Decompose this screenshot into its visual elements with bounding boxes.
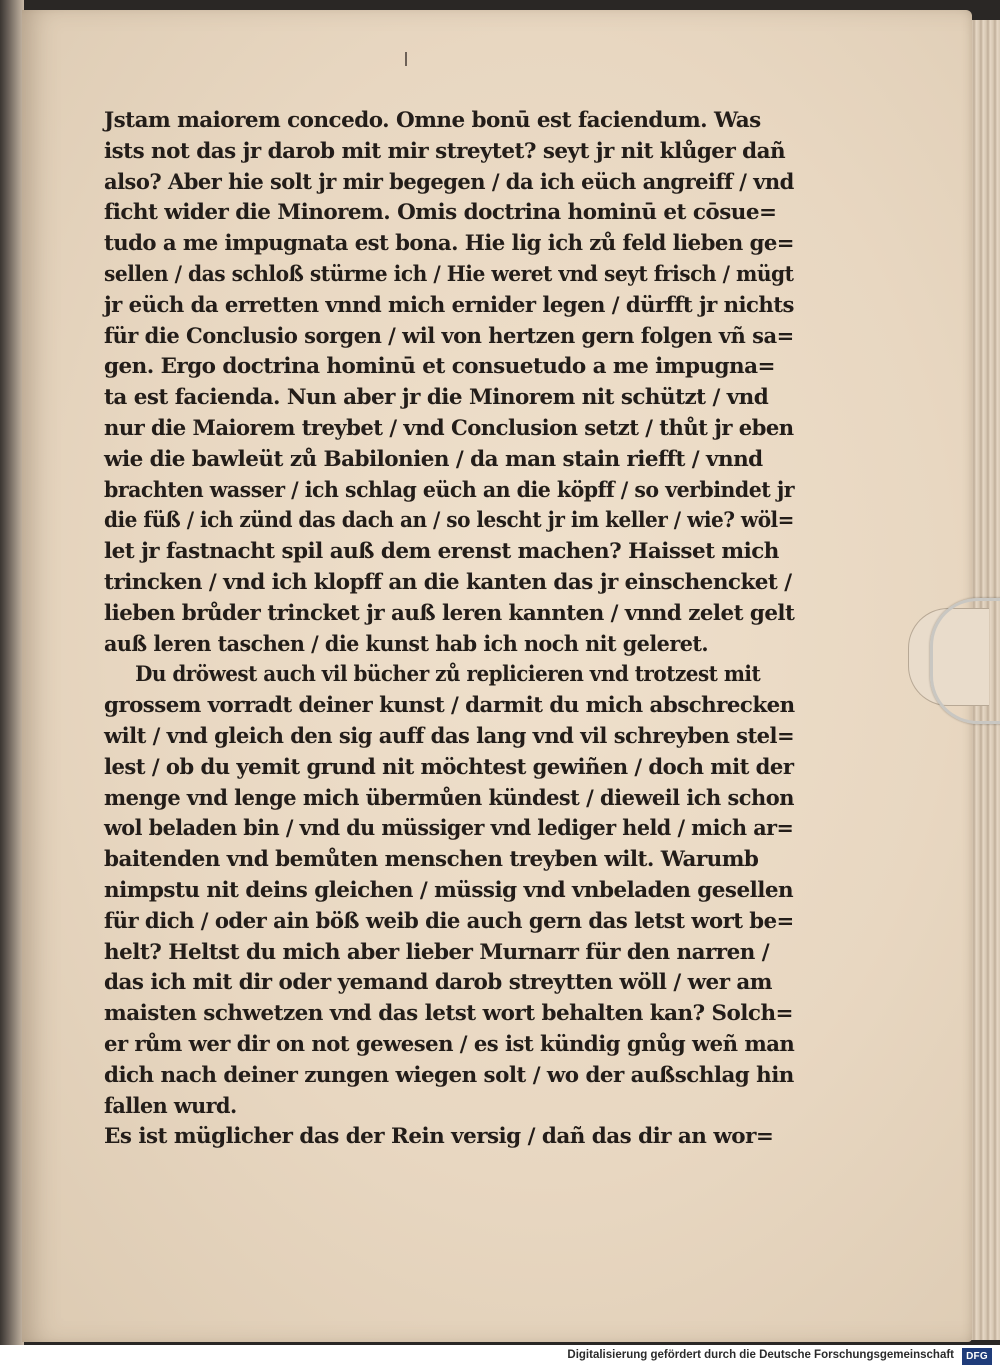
body-text [104,106,804,1153]
text-line: auß leren taschen / die kunst hab ich noch nit geleret. [104,631,709,657]
text-line: maisten schwetzen vnd das letst wort behalten kan? Solch= [104,1001,794,1027]
book-spine-edge [0,0,24,1345]
text-line: jr eüch da erretten vnnd mich ernider legen / dürfft jr nichts [104,292,794,318]
text-line: helt? Heltst du mich aber lieber Murnarr für den narren / [104,939,770,965]
text-line: trincken / vnd ich klopff an die kanten das jr einschencket / [104,569,792,595]
text-line: ficht wider die Minorem. Omis doctrina hominū et cōsue= [104,200,777,226]
text-line: sellen / das schloß stürme ich / Hie weret vnd seyt frisch / mügt [104,261,794,287]
text-line: tudo a me impugnata est bona. Hie lig ich zů feld lieben ge= [104,231,795,257]
digitization-credit: Digitalisierung gefördert durch die Deutsche Forschungsgemeinschaft [567,1349,954,1361]
text-line: Es ist müglicher das der Rein versig / dañ das dir an wor= [104,1124,774,1150]
text-line: grossem vorradt deiner kunst / darmit du mich abschrecken [104,693,795,719]
text-line: lieben brůder trincket jr auß leren kannten / vnnd zelet gelt [104,600,795,626]
paper-clip-icon [930,598,1000,724]
page-mark [405,52,407,66]
text-line: lest / ob du yemit grund nit möchtest gewiñen / doch mit der [104,754,794,780]
text-line: das ich mit dir oder yemand darob streytten wöll / wer am [104,970,772,996]
text-line: für die Conclusio sorgen / wil von hertzen gern folgen vñ sa= [104,323,794,349]
text-line: gen. Ergo doctrina hominū et consuetudo a me impugna= [104,354,775,380]
text-line: fallen wurd. [104,1093,237,1119]
text-line: er rům wer dir on not gewesen / es ist kündig gnůg weñ man [104,1031,795,1057]
text-line: die füß / ich zünd das dach an / so lescht jr im keller / wie? wöl= [104,508,794,534]
text-line: wol beladen bin / vnd du müssiger vnd lediger held / mich ar= [104,816,794,842]
text-line: dich nach deiner zungen wiegen solt / wo der außschlag hin [104,1062,794,1088]
text-line: ists not das jr darob mit mir streytet? seyt jr nit klůger dañ [104,138,786,164]
text-line: baitenden vnd bemůten menschen treyben wilt. Warumb [104,847,759,873]
text-line: nur die Maiorem treybet / vnd Conclusion setzt / thůt jr eben [104,415,794,441]
text-line: brachten wasser / ich schlag eüch an die köpff / so verbindet jr [104,477,795,503]
text-line: menge vnd lenge mich übermůen kündest / dieweil ich schon [104,785,794,811]
text-line: nimpstu nit deins gleichen / müssig vnd vnbeladen gesellen [104,877,794,903]
text-line: wilt / vnd gleich den sig auff das lang vnd vil schreyben stel= [104,723,795,749]
text-line: let jr fastnacht spil auß dem erenst machen? Haisset mich [104,539,779,565]
text-line: Jstam maiorem concedo. Omne bonū est faciendum. Was [104,108,761,133]
text-line: Du dröwest auch vil bücher zů replicieren vnd trotzest mit [135,662,761,688]
text-line: also? Aber hie solt jr mir begegen / da ich eüch angreiff / vnd [104,169,794,195]
text-line: wie die bawleüt zů Babilonien / da man stain riefft / vnnd [104,446,763,472]
text-line: ta est facienda. Nun aber jr die Minorem nit schützt / vnd [104,385,769,411]
text-line: für dich / oder ain böß weib die auch gern das letst wort be= [104,908,794,934]
dfg-logo: DFG [962,1348,992,1365]
